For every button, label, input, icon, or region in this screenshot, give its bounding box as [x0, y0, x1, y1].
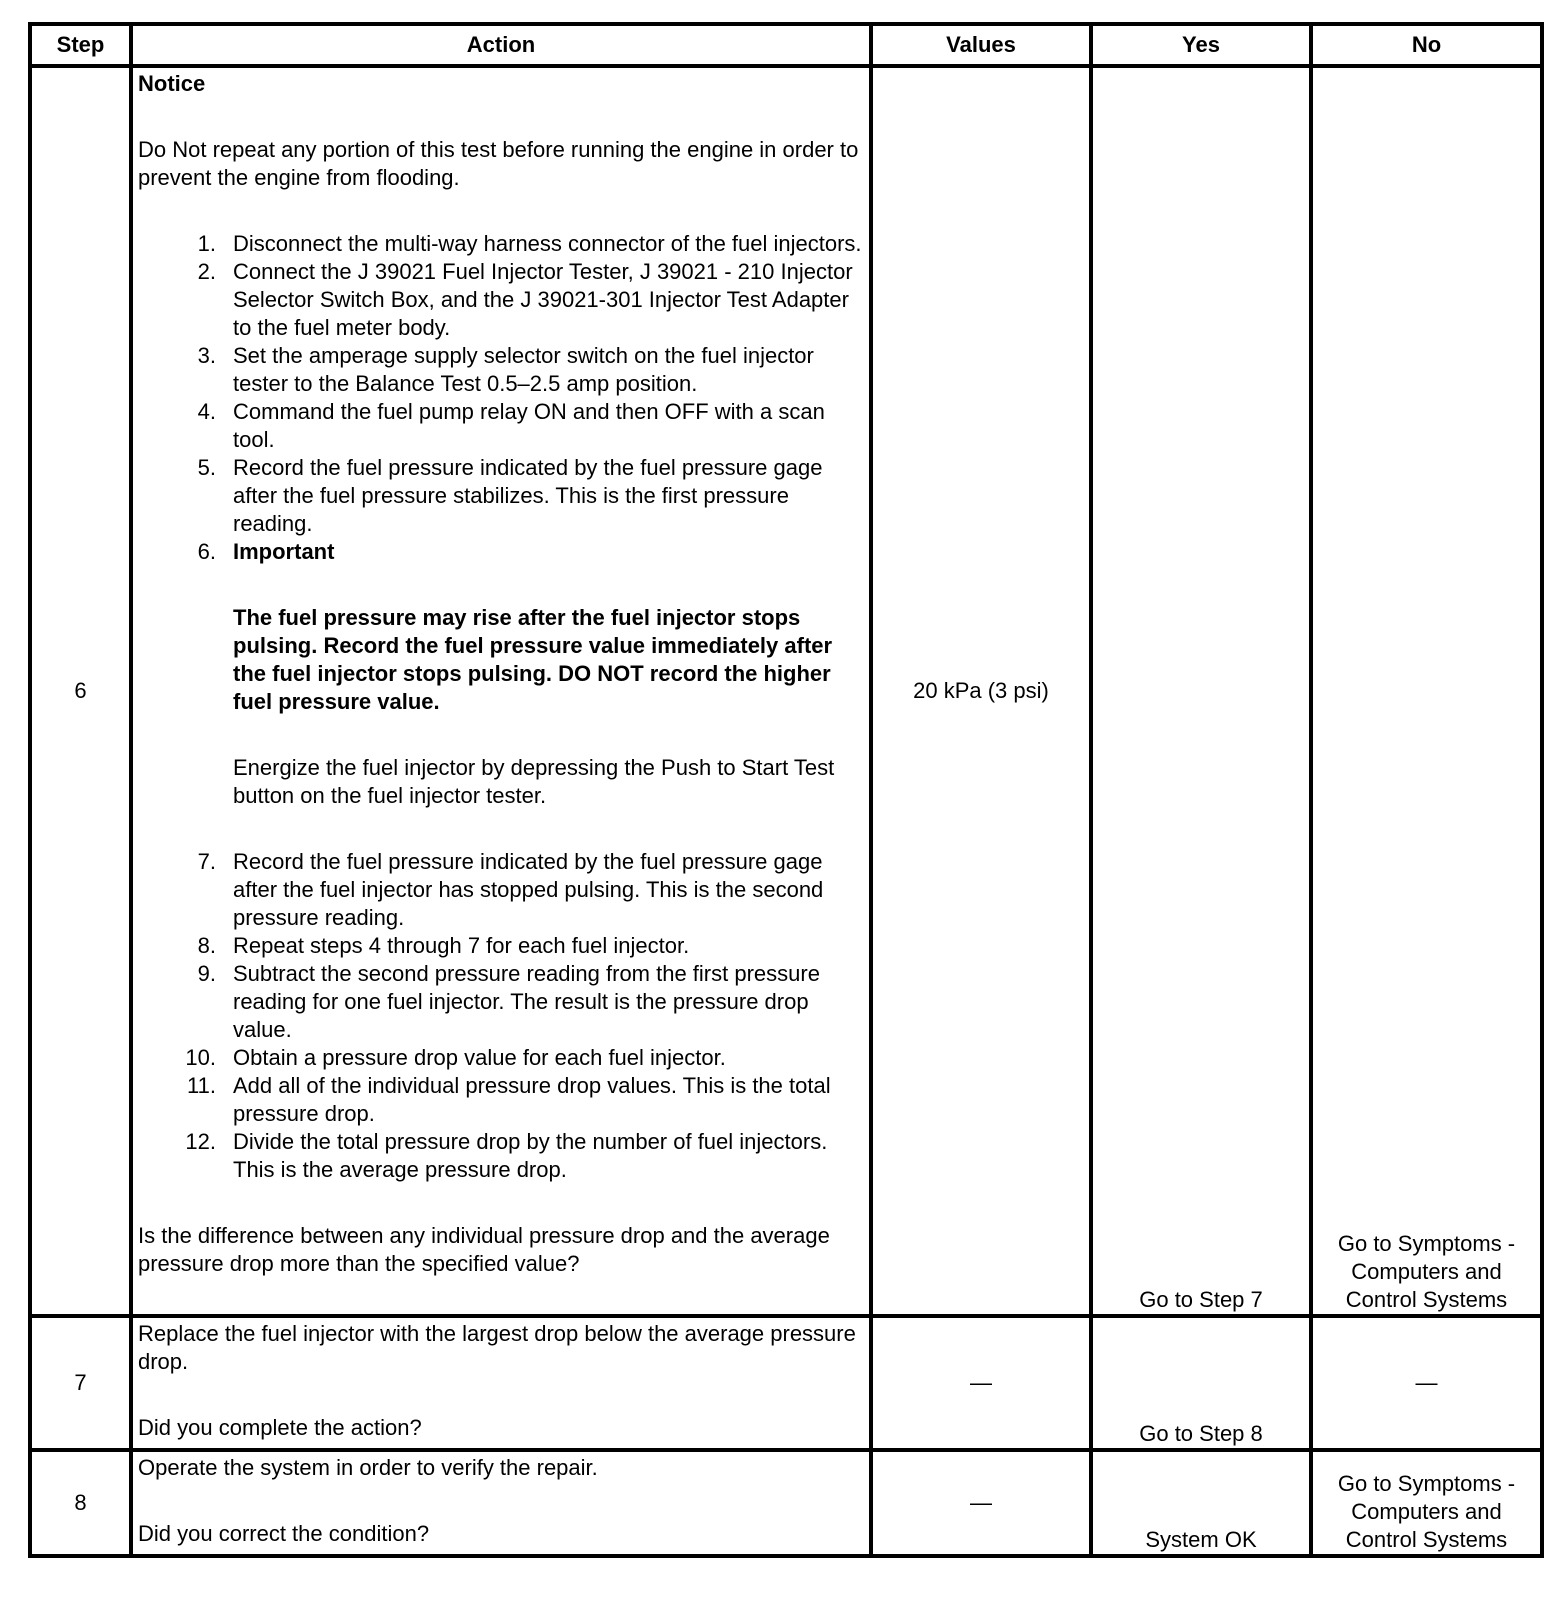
header-values: Values: [871, 24, 1091, 66]
question-text: Did you complete the action?: [138, 1415, 422, 1440]
list-item: 9. Subtract the second pressure reading from the first pressure reading for one fuel injector. The result is the pressure drop value.: [197, 961, 820, 1042]
procedure-list: [138, 230, 864, 566]
table-row-step-7: [30, 1316, 1542, 1450]
list-item: 12. Divide the total pressure drop by the number of fuel injectors. This is the average pressure drop.: [185, 1129, 828, 1182]
action-cell: [131, 66, 871, 1316]
values-cell: 20 kPa (3 psi): [871, 66, 1091, 1316]
list-item: 3. Set the amperage supply selector switch on the fuel injector tester to the Balance Test 0.5–2.5 amp position.: [197, 343, 814, 396]
action-cell: [131, 1450, 871, 1556]
table-row-step-8: [30, 1450, 1542, 1556]
list-item: 11. Add all of the individual pressure drop values. This is the total pressure drop.: [187, 1073, 831, 1126]
list-item: 5. Record the fuel pressure indicated by the fuel pressure gage after the fuel pressure stabilizes. This is the first pressure reading.: [197, 455, 823, 536]
important-text: The fuel pressure may rise after the fuel injector stops pulsing. Record the fuel pressure value immediately after the fuel injector stops pulsing. DO NOT record the higher fuel pressure value.: [233, 605, 833, 714]
yes-cell: Go to Step 8: [1091, 1316, 1311, 1450]
important-block: [233, 566, 864, 848]
no-cell: Go to Symptoms - Computers and Control Systems: [1311, 1450, 1542, 1556]
step-number: 6: [30, 66, 131, 1316]
list-item: 10. Obtain a pressure drop value for each fuel injector.: [185, 1045, 726, 1070]
energize-text: Energize the fuel injector by depressing the Push to Start Test button on the fuel injector tester.: [233, 755, 835, 808]
header-step: Step: [30, 24, 131, 66]
important-title: Important: [233, 539, 335, 564]
notice-text: Do Not repeat any portion of this test before running the engine in order to prevent the engine from flooding.: [138, 137, 859, 190]
list-item: 6. Important: [138, 538, 864, 566]
question-text: Did you correct the condition?: [138, 1521, 430, 1546]
procedure-list-continued: [138, 848, 864, 1184]
step-number: 8: [30, 1450, 131, 1556]
yes-cell: Go to Step 7: [1091, 66, 1311, 1316]
list-item: 7. Record the fuel pressure indicated by the fuel pressure gage after the fuel injector has stopped pulsing. This is the second pressure reading.: [197, 849, 824, 930]
no-cell: Go to Symptoms - Computers and Control Systems: [1311, 66, 1542, 1316]
yes-cell: System OK: [1091, 1450, 1311, 1556]
list-item: 4. Command the fuel pump relay ON and then OFF with a scan tool.: [197, 399, 825, 452]
list-item: 2. Connect the J 39021 Fuel Injector Tester, J 39021 - 210 Injector Selector Switch Box, and the J 39021-301 Injector Test Adapter to the fuel meter body.: [197, 259, 853, 340]
list-item: 8. Repeat steps 4 through 7 for each fuel injector.: [197, 933, 690, 958]
header-no: No: [1311, 24, 1542, 66]
table-row-step-6: [30, 66, 1542, 1316]
values-cell: —: [871, 1450, 1091, 1556]
no-cell: —: [1311, 1316, 1542, 1450]
list-item: 1. Disconnect the multi-way harness connector of the fuel injectors.: [197, 231, 862, 256]
action-cell: [131, 1316, 871, 1450]
step-number: 7: [30, 1316, 131, 1450]
action-text: Operate the system in order to verify the repair.: [138, 1455, 598, 1480]
header-yes: Yes: [1091, 24, 1311, 66]
question-text: Is the difference between any individual pressure drop and the average pressure drop more than the specified value?: [138, 1223, 830, 1276]
values-cell: —: [871, 1316, 1091, 1450]
header-row: [30, 24, 1542, 66]
action-text: Replace the fuel injector with the largest drop below the average pressure drop.: [138, 1321, 856, 1374]
diagnostic-table: [28, 22, 1544, 1558]
notice-title: Notice: [138, 71, 206, 96]
header-action: Action: [131, 24, 871, 66]
